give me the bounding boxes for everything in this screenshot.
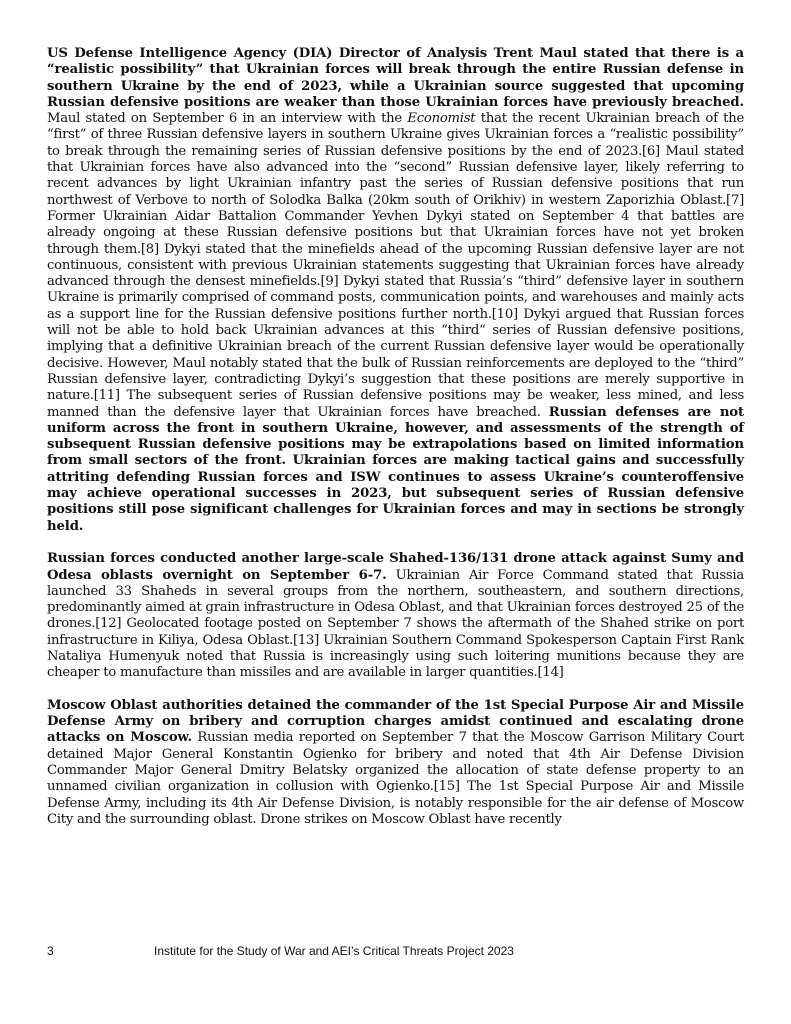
paragraph-moscow-detention [47,698,744,828]
body-text: Ukrainian Air Force Command stated that Russia launched 33 Shaheds in several groups from the northern, southeastern, and southern directions, predominantly aimed at grain infrastructure in Odesa Oblast, and that Ukrainian forces destroyed 25 of the drones.[12] Geolocated footage posted on September 7 shows the aftermath of the Shahed strike on port infrastructure in Kiliya, Odesa Oblast.[13] Ukrainian Southern Command Spokesperson Captain First Rank Nataliya Humenyuk noted that Russia is increasingly using such loitering munitions because they are cheaper to manufacture than missiles and are available in larger quantities.[14] [47,567,744,681]
page-number: 3 [47,944,54,958]
paragraph-dia-assessment [47,46,744,535]
lead-sentence: Russian forces conducted another large-scale Shahed-136/131 drone attack against Sumy and Odesa oblasts overnight on September 6-7. [47,551,744,583]
document-body [47,46,744,845]
paragraph-shahed-attack [47,551,744,681]
page-footer [47,944,744,960]
body-text: Maul stated on September 6 in an interview with the [47,111,408,127]
body-text: that the recent Ukrainian breach of the “first” of three Russian defensive layers in southern Ukraine gives Ukrainian forces a “realistic possibility” to break through the remaining series of Russian defensive positions by the end of 2023.[6] Maul stated that Ukrainian forces have also advanced into the “second” Russian defensive layer, likely referring to recent advances by light Ukrainian infantry past the series of Russian defensive positions that run northwest of Verbove to north of Solodka Balka (20km south of Orikhiv) in western Zaporizhia Oblast.[7] Former Ukrainian Aidar Battalion Commander Yevhen Dykyi stated on September 4 that battles are already ongoing at these Russian defensive positions but that Ukrainian forces have not yet broken through them.[8] Dykyi stated that the minefields ahead of the upcoming Russian defensive layer are not continuous, consistent with previous Ukrainian statements suggesting that Ukrainian forces have already advanced through the densest minefields.[9] Dykyi stated that Russia’s “third” defensive layer in southern Ukraine is primarily comprised of command posts, communication points, and warehouses and mainly acts as a support line for the Russian defensive positions further north.[10] Dykyi argued that Russian forces will not be able to hold back Ukrainian advances at this “third“ series of Russian defensive positions, implying that a definitive Ukrainian breach of the current Russian defensive layer would be operationally decisive. However, Maul notably stated that the bulk of Russian reinforcements are deployed to the “third” Russian defensive layer, contradicting Dykyi’s suggestion that these positions are merely supportive in nature.[11] The subsequent series of Russian defensive positions may be weaker, less mined, and less manned than the defensive layer that Ukrainian forces have breached. [47,111,744,420]
publication-title: Economist [407,111,476,127]
footer-text: Institute for the Study of War and AEI’s Critical Threats Project 2023 [154,944,514,958]
assessment-sentence: Russian defenses are not uniform across the front in southern Ukraine, however, and assessments of the strength of subsequent Russian defensive positions may be extrapolations based on limited information from small sectors of the front. Ukrainian forces are making tactical gains and successfully attriting defending Russian forces and ISW continues to assess Ukraine’s counteroffensive may achieve operational successes in 2023, but subsequent series of Russian defensive positions still pose significant challenges for Ukrainian forces and may in sections be strongly held. [47,404,744,534]
lead-sentence: Moscow Oblast authorities detained the commander of the 1st Special Purpose Air and Missile Defense Army on bribery and corruption charges amidst continued and escalating drone attacks on Moscow. [47,697,744,746]
lead-sentence: US Defense Intelligence Agency (DIA) Director of Analysis Trent Maul stated that there is a “realistic possibility” that Ukrainian forces will break through the entire Russian defense in southern Ukraine by the end of 2023, while a Ukrainian source suggested that upcoming Russian defensive positions are weaker than those Ukrainian forces have previously breached. [47,46,744,110]
body-text: Russian media reported on September 7 that the Moscow Garrison Military Court detained Major General Konstantin Ogienko for bribery and noted that 4th Air Defense Division Commander Major General Dmitry Belatsky organized the allocation of state defense property to an unnamed civilian organization in collusion with Ogienko.[15] The 1st Special Purpose Air and Missile Defense Army, including its 4th Air Defense Division, is notably responsible for the air defense of Moscow City and the surrounding oblast. Drone strikes on Moscow Oblast have recently [47,730,745,827]
